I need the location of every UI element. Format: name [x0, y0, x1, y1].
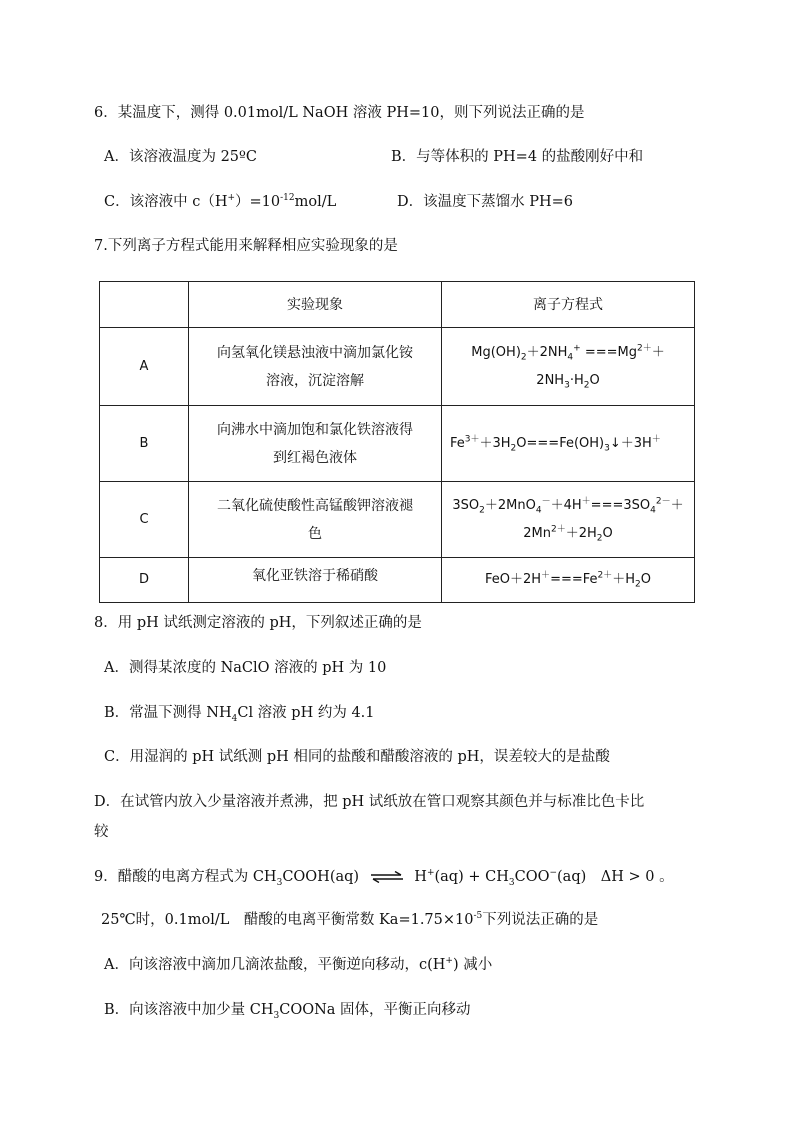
row-label: B	[100, 406, 189, 482]
row-phenomenon: 氧化亚铁溶于稀硝酸	[189, 558, 442, 603]
q8-option-a: A．测得某浓度的 NaClO 溶液的 pH 为 10	[104, 660, 387, 676]
row-label: A	[100, 328, 189, 406]
table-row	[100, 328, 695, 406]
header-equation: 离子方程式	[442, 282, 695, 328]
q9-option-a: A．向该溶液中滴加几滴浓盐酸，平衡逆向移动，c(H+) 减小	[104, 956, 493, 973]
row-phenomenon: 二氧化硫使酸性高锰酸钾溶液褪 色	[189, 482, 442, 558]
row-equation: $Fe^{3+}+3H_2O===Fe(OH)_3↓+3H^+$	[442, 406, 695, 482]
table-row	[100, 558, 695, 603]
table-row	[100, 406, 695, 482]
q8-option-b: B．常温下测得 $NH_4Cl$ 溶液 pH 约为 4.1	[104, 705, 375, 724]
q8-stem: 8．用 pH 试纸测定溶液的 pH，下列叙述正确的是	[94, 615, 422, 631]
table-row	[100, 482, 695, 558]
row-equation: $3SO_2+2MnO_4^-+4H^+===3SO_4^{2-}+$ $2Mn^{2+}+2H_2O$	[442, 482, 695, 558]
table-header-row	[100, 282, 695, 328]
row-equation: $FeO+2H^+===Fe^{2+}+H_2O$	[442, 558, 695, 603]
q6-option-c: C．该溶液中 $c(H^+)=10^{-12}mol/L$	[104, 193, 337, 210]
header-phenomenon: 实验现象	[189, 282, 442, 328]
q6-option-a: A．该溶液温度为 25ºC	[104, 149, 257, 165]
q9-option-b: B．向该溶液中加少量 $CH_3COONa$ 固体，平衡正向移动	[104, 1002, 471, 1021]
q7-table	[99, 281, 695, 603]
q6-option-d: D．该温度下蒸馏水 PH=6	[397, 194, 574, 210]
row-phenomenon: 向氢氧化镁悬浊液中滴加氯化铵 溶液，沉淀溶解	[189, 328, 442, 406]
row-phenomenon: 向沸水中滴加饱和氯化铁溶液得 到红褐色液体	[189, 406, 442, 482]
row-label: D	[100, 558, 189, 603]
q9-stem: 9．醋酸的电离方程式为 $CH_3COOH(aq) H^+(aq) + CH_3COO^-(aq)$ ΔH > 0 。	[94, 868, 674, 888]
header-blank	[100, 282, 189, 328]
q6-option-b: B．与等体积的 PH=4 的盐酸刚好中和	[391, 149, 644, 165]
row-equation: $Mg(OH)_2+2NH_4^+ ===Mg^{2+}+$ $2NH_3\cdot H_2O$	[442, 328, 695, 406]
q8-option-c: C．用湿润的 pH 试纸测 pH 相同的盐酸和醋酸溶液的 pH，误差较大的是盐酸	[104, 749, 610, 765]
q8-option-d-line1: D．在试管内放入少量溶液并煮沸，把 pH 试纸放在管口观察其颜色并与标准比色卡比	[94, 794, 645, 810]
equilibrium-arrow-icon	[370, 871, 404, 883]
row-label: C	[100, 482, 189, 558]
q9-line2: 25℃时，0.1mol/L 醋酸的电离平衡常数 $Ka=1.75\times 10^{-5}$下列说法正确的是	[101, 911, 599, 928]
q7-stem: 7.下列离子方程式能用来解释相应实验现象的是	[94, 238, 398, 254]
q8-option-d-line2: 较	[94, 824, 109, 840]
q6-stem: 6．某温度下，测得 0.01mol/L NaOH 溶液 PH=10，则下列说法正确的是	[94, 105, 585, 121]
